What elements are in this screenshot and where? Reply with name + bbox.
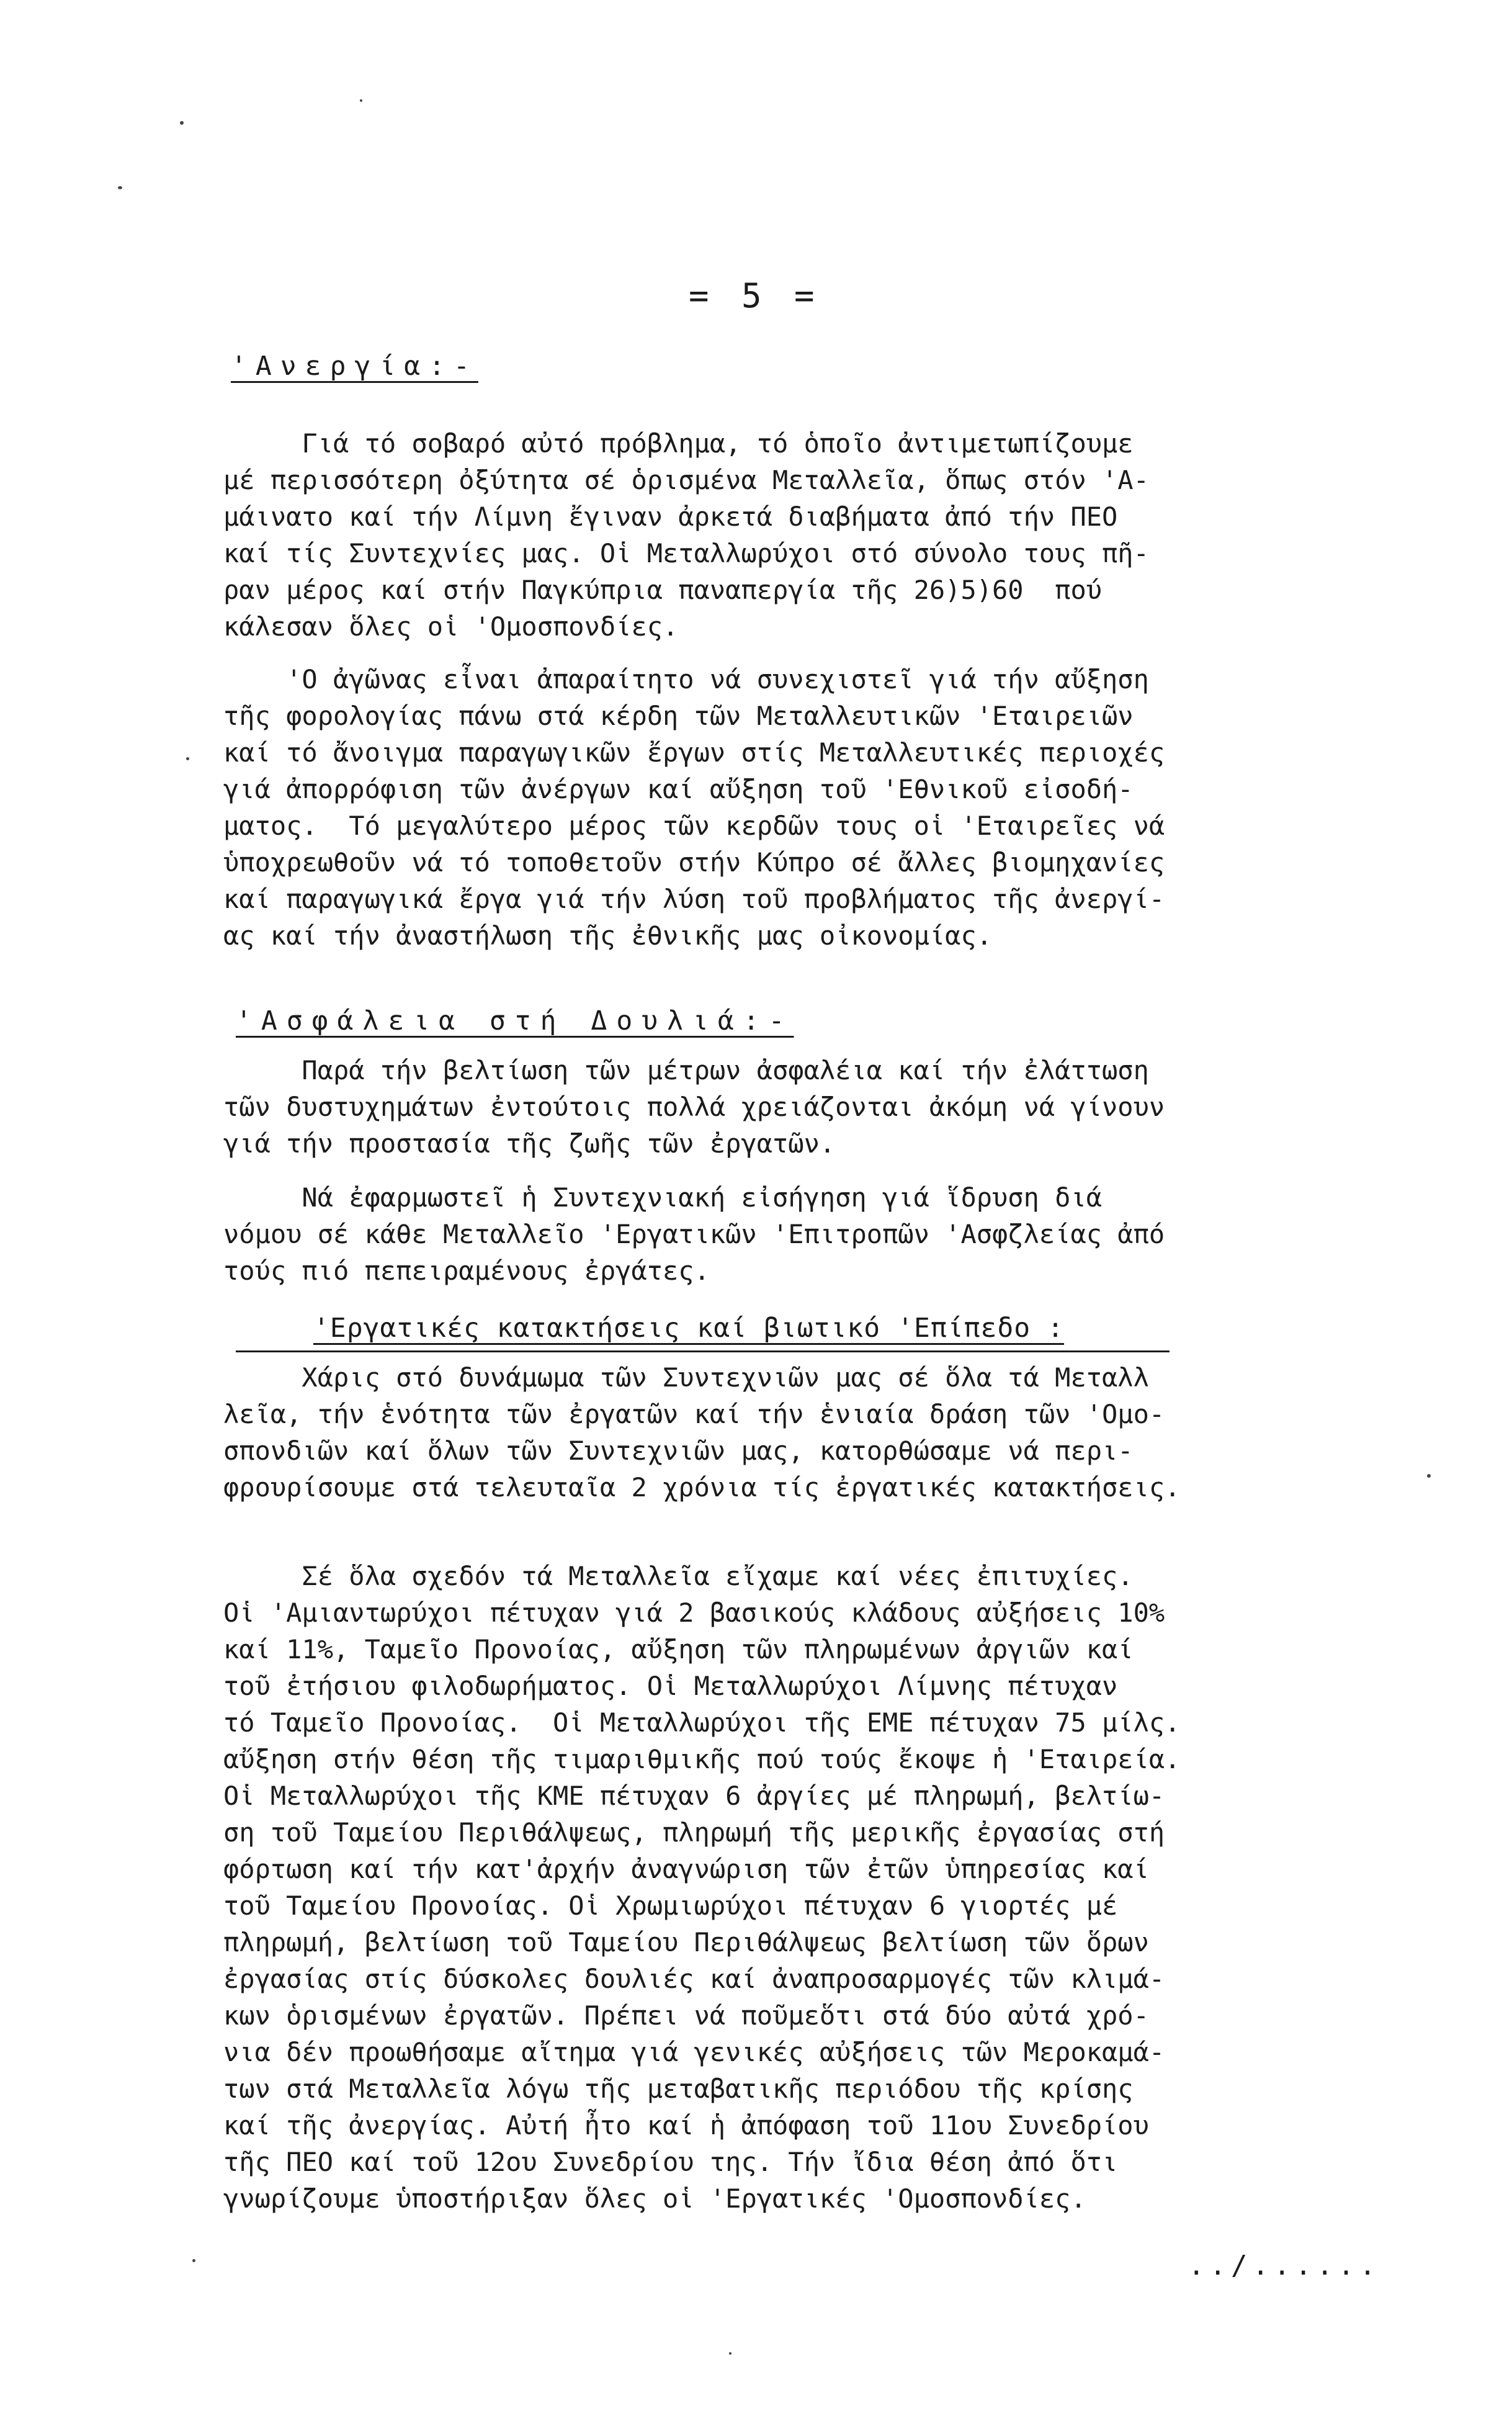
scan-speck <box>180 121 184 125</box>
paragraph-gains-1: Χάρις στό δυνάμωμα τῶν Συντεχνιῶν μας σέ ὅλα τά Μεταλλ λεῖα, τήν ἑνότητα τῶν ἐργατῶν καί τήν ἑνιαία δράση τῶν 'Ομο- σπονδιῶν καί ὅλων τῶν Συντεχνιῶν μας, κατορθώσαμε νά περι- φρουρίσουμε στά τελευταῖα 2 χρόνια τίς ἐργατικές κατακτήσεις. <box>223 1362 1181 1503</box>
paragraph-unemployment-1: Γιά τό σοβαρό αὐτό πρόβλημα, τό ὁποῖο ἀντιμετωπίζουμε μέ περισσότερη ὀξύτητα σέ ὁρισμένα Μεταλλεῖα, ὅπως στόν 'Α- μάινατο καί τήν Λίμνη ἔγιναν ἀρκετά διαβήματα ἀπό τήν ΠΕΟ καί τίς Συντεχνίες μας. Οἱ Μεταλλωρύχοι στό σύνολο τους πῆ- ραν μέρος καί στήν Παγκύπρια παναπεργία τῆς 26)5)60 πού κάλεσαν ὅλες οἱ 'Ομοσπονδίες. <box>223 428 1149 642</box>
scan-speck <box>118 186 122 189</box>
scan-speck <box>186 757 189 760</box>
scan-speck <box>192 2259 195 2262</box>
heading-gains: 'Εργατικές κατακτήσεις καί βιωτικό 'Επίπεδο : <box>313 1313 1064 1344</box>
paragraph-gains-2: Σέ ὅλα σχεδόν τά Μεταλλεῖα εἴχαμε καί νέες ἐπιτυχίες. Οἱ 'Αμιαντωρύχοι πέτυχαν γιά 2 βασικούς κλάδους αὐξήσεις 10% καί 11%, Ταμεῖο Προνοίας, αὔξηση τῶν πληρωμένων ἀργιῶν καί τοῦ ἐτήσιου φιλοδωρήματος. Οἱ Μεταλλωρύχοι Λίμνης πέτυχαν τό Ταμεῖο Προνοίας. Οἱ Μεταλλωρύχοι τῆς ΕΜΕ πέτυχαν 75 μίλς. αὔξηση στήν θέση τῆς τιμαριθμικῆς πού τούς ἔκοψε ἡ 'Εταιρεία. Οἱ Μεταλλωρύχοι τῆς ΚΜΕ πέτυχαν 6 ἀργίες μέ πληρωμή, βελτίω- ση τοῦ Ταμείου Περιθάλψεως, πληρωμή τῆς μερικῆς ἐργασίας στή φόρτωση καί τήν κατ'ἀρχήν ἀναγνώριση τῶν ἐτῶν ὑπηρεσίας καί τοῦ Ταμείου Προνοίας. Οἱ Χρωμιωρύχοι πέτυχαν 6 γιορτές μέ πληρωμή, βελτίωση τοῦ Ταμείου Περιθάλψεως βελτίωση τῶν ὅρων ἐργασίας στίς δύσκολες δουλιές καί ἀναπροσαρμογές τῶν κλιμά- κων ὁρισμένων ἐργατῶν. Πρέπει νά ποῦμεὅτι στά δύο αὐτά χρό- νια δέν προωθήσαμε αἴτημα γιά γενικές αὐξήσεις τῶν Μεροκαμά- των στά Μεταλλεῖα λόγω τῆς μεταβατικῆς περιόδου τῆς κρίσης καί τῆς ἀνεργίας. Αὐτή ἦτο καί ἡ ἀπόφαση τοῦ 11ου Συνεδρίου τῆς ΠΕΟ καί τοῦ 12ου Συνεδρίου της. Τήν ἴδια θέση ἀπό ὅτι γνωρίζουμε ὑποστήριξαν ὅλες οἱ 'Εργατικές 'Ομοσπονδίες. <box>223 1561 1181 2214</box>
paragraph-safety-1: Παρά τήν βελτίωση τῶν μέτρων ἀσφαλέια καί τήν ἐλάττωση τῶν δυστυχημάτων ἐντούτοις πολλά χρειάζονται ἀκόμη νά γίνουν γιά τήν προστασία τῆς ζωῆς τῶν ἐργατῶν. <box>223 1055 1165 1159</box>
scan-speck <box>1427 1474 1431 1478</box>
heading-rule <box>236 1350 1170 1352</box>
paragraph-unemployment-2: 'Ο ἀγῶνας εἶναι ἀπαραίτητο νά συνεχιστεῖ γιά τήν αὔξηση τῆς φορολογίας πάνω στά κέρδη τῶν Μεταλλευτικῶν 'Εταιρειῶν καί τό ἄνοιγμα παραγωγικῶν ἔργων στίς Μεταλλευτικές περιοχές γιά ἀπορρόφιση τῶν ἀνέργων καί αὔξηση τοῦ 'Εθνικοῦ εἰσοδή- ματος. Τό μεγαλύτερο μέρος τῶν κερδῶν τους οἱ 'Εταιρεῖες νά ὑποχρεωθοῦν νά τό τοποθετοῦν στήν Κύπρο σέ ἄλλες βιομηχανίες καί παραγωγικά ἔργα γιά τήν λύση τοῦ προβλήματος τῆς ἀνεργί- ας καί τήν ἀναστήλωση τῆς ἐθνικῆς μας οἰκονομίας. <box>223 664 1165 951</box>
page-number: = 5 = <box>689 276 821 315</box>
continuation-mark: ../...... <box>1188 2250 1381 2281</box>
scan-speck <box>360 99 362 102</box>
paragraph-safety-2: Νά ἐφαρμωστεῖ ἡ Συντεχνιακή εἰσήγηση γιά ἵδρυση διά νόμου σέ κάθε Μεταλλεῖο 'Εργατικῶν 'Επιτροπῶν 'Ασφζλείας ἀπό τούς πιό πεπειραμένους ἐργάτες. <box>223 1182 1165 1286</box>
heading-safety: 'Ασφάλεια στή Δουλιά:- <box>236 1005 794 1036</box>
heading-unemployment: 'Ανεργία:- <box>231 351 478 382</box>
scan-speck <box>729 2352 731 2355</box>
